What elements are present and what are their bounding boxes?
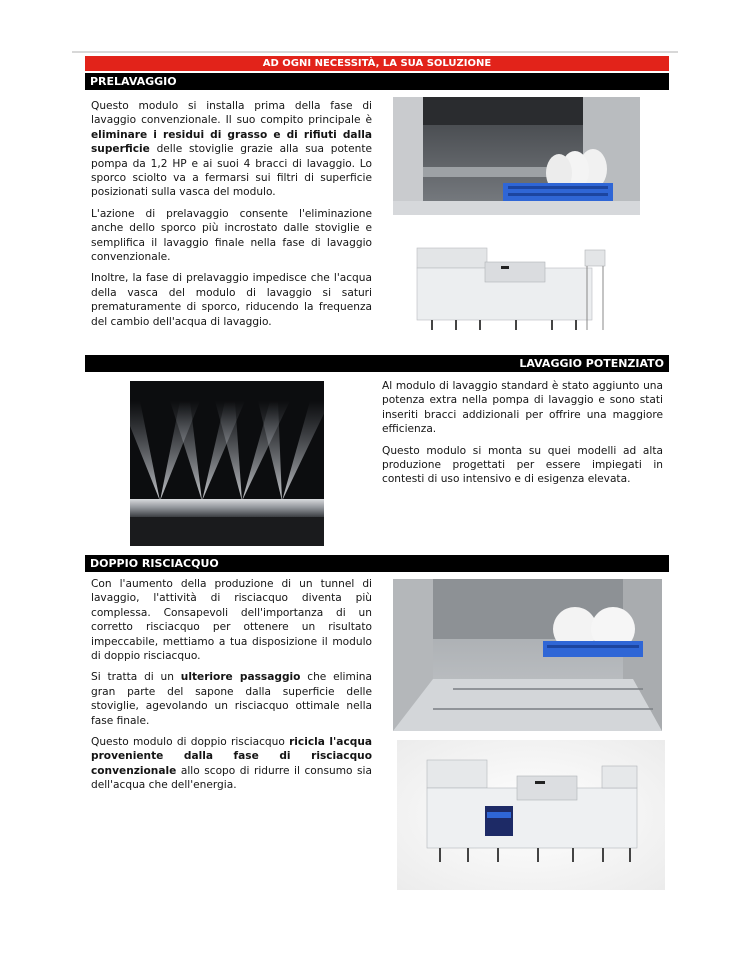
top-divider (72, 51, 678, 53)
lavaggio-paragraph-1: Al modulo di lavaggio standard è stato aggiunto una potenza extra nella pompa di lavaggio e sono stati inseriti bracci addizionali per offrire una maggiore efficienza. (382, 380, 663, 436)
prelavaggio-paragraph-3: Inoltre, la fase di prelavaggio impedisce che l'acqua della vasca del modulo di lavaggio si saturi prematuramente di sporco, riducendo la frequenza del cambio dell'acqua di lavaggio. (91, 272, 372, 328)
risciacquo-paragraph-1: Con l'aumento della produzione di un tunnel di lavaggio, l'attività di risciacquo diventa più complessa. Consapevoli dell'importanza di un corretto risciacquo per ottenere un risultato impeccabile, mettiamo a tua disposizione il modulo di doppio risciacquo. (91, 578, 372, 663)
prelavaggio-paragraph-1: Questo modulo si installa prima della fase di lavaggio convenzionale. Il suo compito principale è eliminare i residui di grasso e di rifiuti dalla superficie delle stoviglie grazie alla sua potente pompa da 1,2 HP e ai suoi 4 bracci di lavaggio. Lo sporco sciolto va a fermarsi sui filtri di superficie posizionati sulla vasca del modulo. (91, 100, 372, 199)
section-title-lavaggio-potenziato: LAVAGGIO POTENZIATO (85, 355, 669, 372)
doppio-risciacquo-text (91, 577, 372, 800)
lavaggio-paragraph-2: Questo modulo si monta su quei modelli ad alta produzione progettati per essere impiegati in contesti di uso intensivo e di esigenza elevata. (382, 444, 663, 486)
page-banner: AD OGNI NECESSITÀ, LA SUA SOLUZIONE (85, 56, 669, 71)
prewash-interior-photo (393, 97, 640, 215)
risciacquo-paragraph-3: Questo modulo di doppio risciacquo ricicla l'acqua proveniente dalla fase di risciacquo convenzionale allo scopo di ridurre il consumo sia dell'acqua che dell'energia. (91, 736, 373, 792)
lavaggio-potenziato-text (382, 379, 663, 494)
risciacquo-paragraph-2: Si tratta di un ulteriore passaggio che elimina gran parte del sapone dalla superficie delle stoviglie, agevolando un risciacquo ottimale nella fase finale. (91, 671, 372, 727)
rinse-interior-photo (393, 579, 662, 731)
section-title-prelavaggio: PRELAVAGGIO (85, 73, 669, 90)
section-title-doppio-risciacquo: DOPPIO RISCIACQUO (85, 555, 669, 572)
prelavaggio-paragraph-2: L'azione di prelavaggio consente l'eliminazione anche dello sporco più incrostato dalle stoviglie e semplifica il lavaggio finale nella fase di lavaggio convenzionale. (91, 207, 372, 264)
rinse-machine-photo (397, 740, 665, 890)
prelavaggio-text (91, 99, 372, 336)
prewash-machine-photo (415, 240, 615, 333)
spray-jets-photo (130, 381, 324, 546)
